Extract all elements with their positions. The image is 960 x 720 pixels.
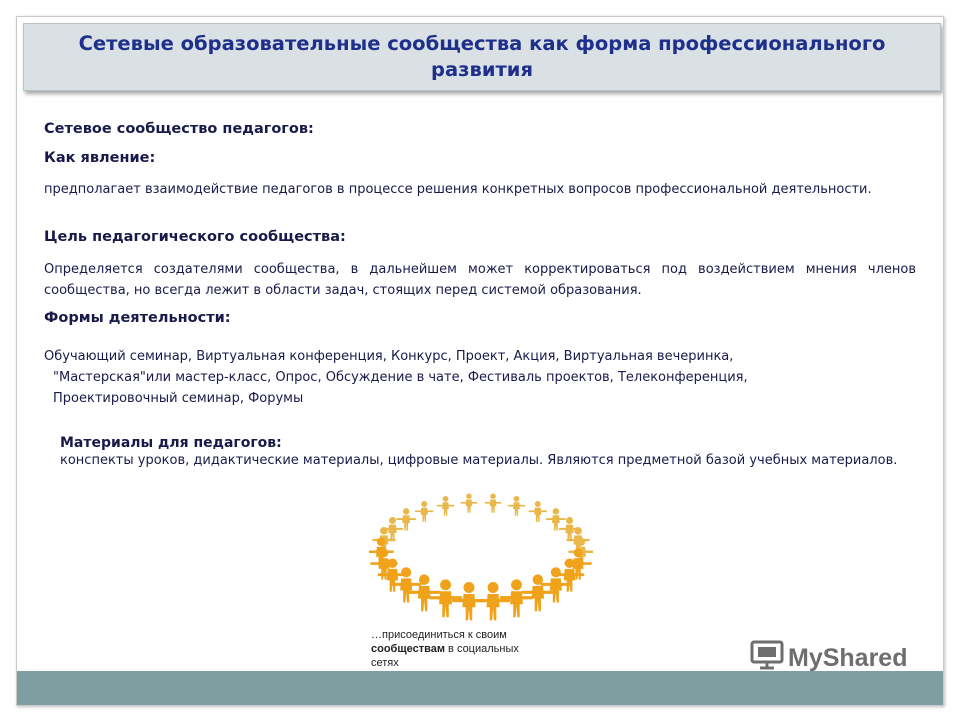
- phenomenon-heading: Как явление:: [44, 150, 156, 166]
- person-figure: [547, 508, 565, 530]
- forms-line-2: "Мастерская"или мастер-класс, Опрос, Обсуждение в чате, Фестиваль проектов, Телеконференция,: [53, 370, 748, 385]
- slide: [16, 16, 944, 706]
- caption-line-1: …присоединиться к своим: [371, 629, 507, 641]
- caption-bold: сообществам: [371, 643, 445, 655]
- phenomenon-text: предполагает взаимодействие педагогов в процессе решения конкретных вопросов профессиональной деятельности.: [44, 182, 872, 197]
- community-heading: Сетевое сообщество педагогов:: [44, 121, 314, 137]
- person-figure: [485, 493, 500, 512]
- person-figure: [397, 508, 415, 530]
- forms-list: [44, 346, 920, 409]
- materials-text: конспекты уроков, дидактические материалы, цифровые материалы. Являются предметной базой учебных материалов.: [60, 453, 898, 468]
- people-circle-illustration: [369, 490, 593, 630]
- caption-line-3: сетях: [371, 657, 399, 669]
- person-figure: [416, 501, 433, 522]
- goal-heading: Цель педагогического сообщества:: [44, 229, 346, 245]
- page-title: Сетевые образовательные сообщества как форма профессионального развития: [78, 32, 886, 81]
- goal-text: Определяется создателями сообщества, в дальнейшем может корректироваться под воздействием мнения членов сообщества, но всегда лежит в области задач, стоящих перед системой образования.: [44, 262, 916, 298]
- person-figure: [409, 574, 438, 611]
- caption-line-2: [371, 642, 581, 656]
- title-box: [23, 23, 941, 91]
- forms-line-3: Проектировочный семинар, Форумы: [53, 391, 304, 406]
- caption-rest: в социальных: [444, 643, 519, 655]
- presentation-board-icon: [750, 640, 784, 677]
- person-figure: [509, 496, 525, 516]
- person-figure: [523, 574, 552, 611]
- image-caption: [371, 628, 581, 670]
- person-figure: [430, 579, 460, 617]
- person-figure: [461, 493, 476, 512]
- person-figure: [529, 501, 546, 522]
- forms-heading: Формы деятельности:: [44, 310, 231, 326]
- materials-block: [60, 435, 910, 471]
- logo-text: MyShared: [788, 643, 908, 672]
- forms-line-1: Обучающий семинар, Виртуальная конференция, Конкурс, Проект, Акция, Виртуальная вечеринка,: [44, 349, 734, 364]
- person-figure: [454, 582, 485, 620]
- people-circle-icon: [369, 490, 593, 650]
- materials-heading: Материалы для педагогов:: [60, 435, 282, 451]
- person-figure: [501, 579, 531, 617]
- footer-bar: [17, 671, 943, 705]
- person-figure: [438, 496, 454, 516]
- myshared-logo: [750, 640, 907, 676]
